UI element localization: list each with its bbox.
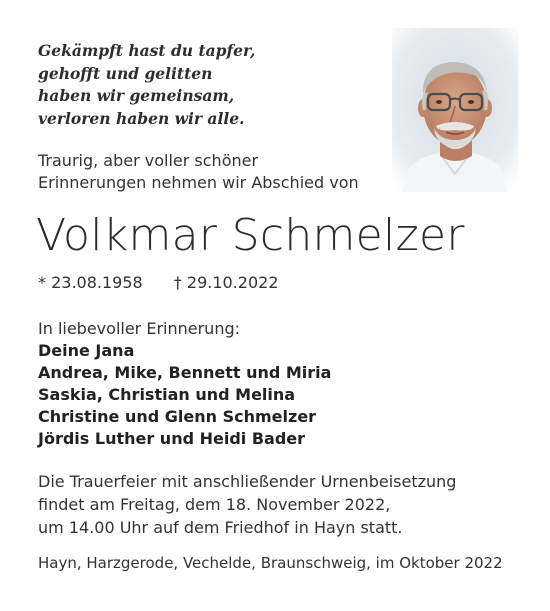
death-date: † 29.10.2022 <box>173 273 279 292</box>
family-list <box>38 318 331 450</box>
poem-line: haben wir gemeinsam, <box>38 86 235 105</box>
service-line: Die Trauerfeier mit anschließender Urnenbeisetzung <box>38 472 457 491</box>
family-member: Saskia, Christian und Melina <box>38 385 296 404</box>
intro-line: Traurig, aber voller schöner <box>38 151 259 170</box>
deceased-name: Volkmar Schmelzer <box>36 210 465 261</box>
family-lead: In liebevoller Erinnerung: <box>38 319 240 338</box>
family-member: Deine Jana <box>38 341 135 360</box>
poem-line: verloren haben wir alle. <box>38 108 245 128</box>
life-dates <box>38 272 279 294</box>
service-line: um 14.00 Uhr auf dem Friedhof in Hayn statt. <box>38 518 403 537</box>
poem-line: Gekämpft hast du tapfer, <box>38 41 256 60</box>
birth-date: * 23.08.1958 <box>38 273 143 292</box>
poem-line: gehofft und gelitten <box>38 63 213 83</box>
family-member: Andrea, Mike, Bennett und Miria <box>38 363 332 382</box>
funeral-service-info <box>38 470 456 539</box>
service-line: findet am Freitag, dem 18. November 2022, <box>38 495 391 514</box>
intro-line: Erinnerungen nehmen wir Abschied von <box>38 173 359 192</box>
place-and-date: Hayn, Harzgerode, Vechelde, Braunschweig, im Oktober 2022 <box>38 554 503 572</box>
family-member: Christine und Glenn Schmelzer <box>38 407 317 426</box>
portrait-photo <box>392 28 518 192</box>
intro-text <box>38 150 359 194</box>
family-member: Jördis Luther und Heidi Bader <box>38 429 306 448</box>
memorial-poem <box>38 40 255 130</box>
portrait-illustration <box>392 28 518 192</box>
